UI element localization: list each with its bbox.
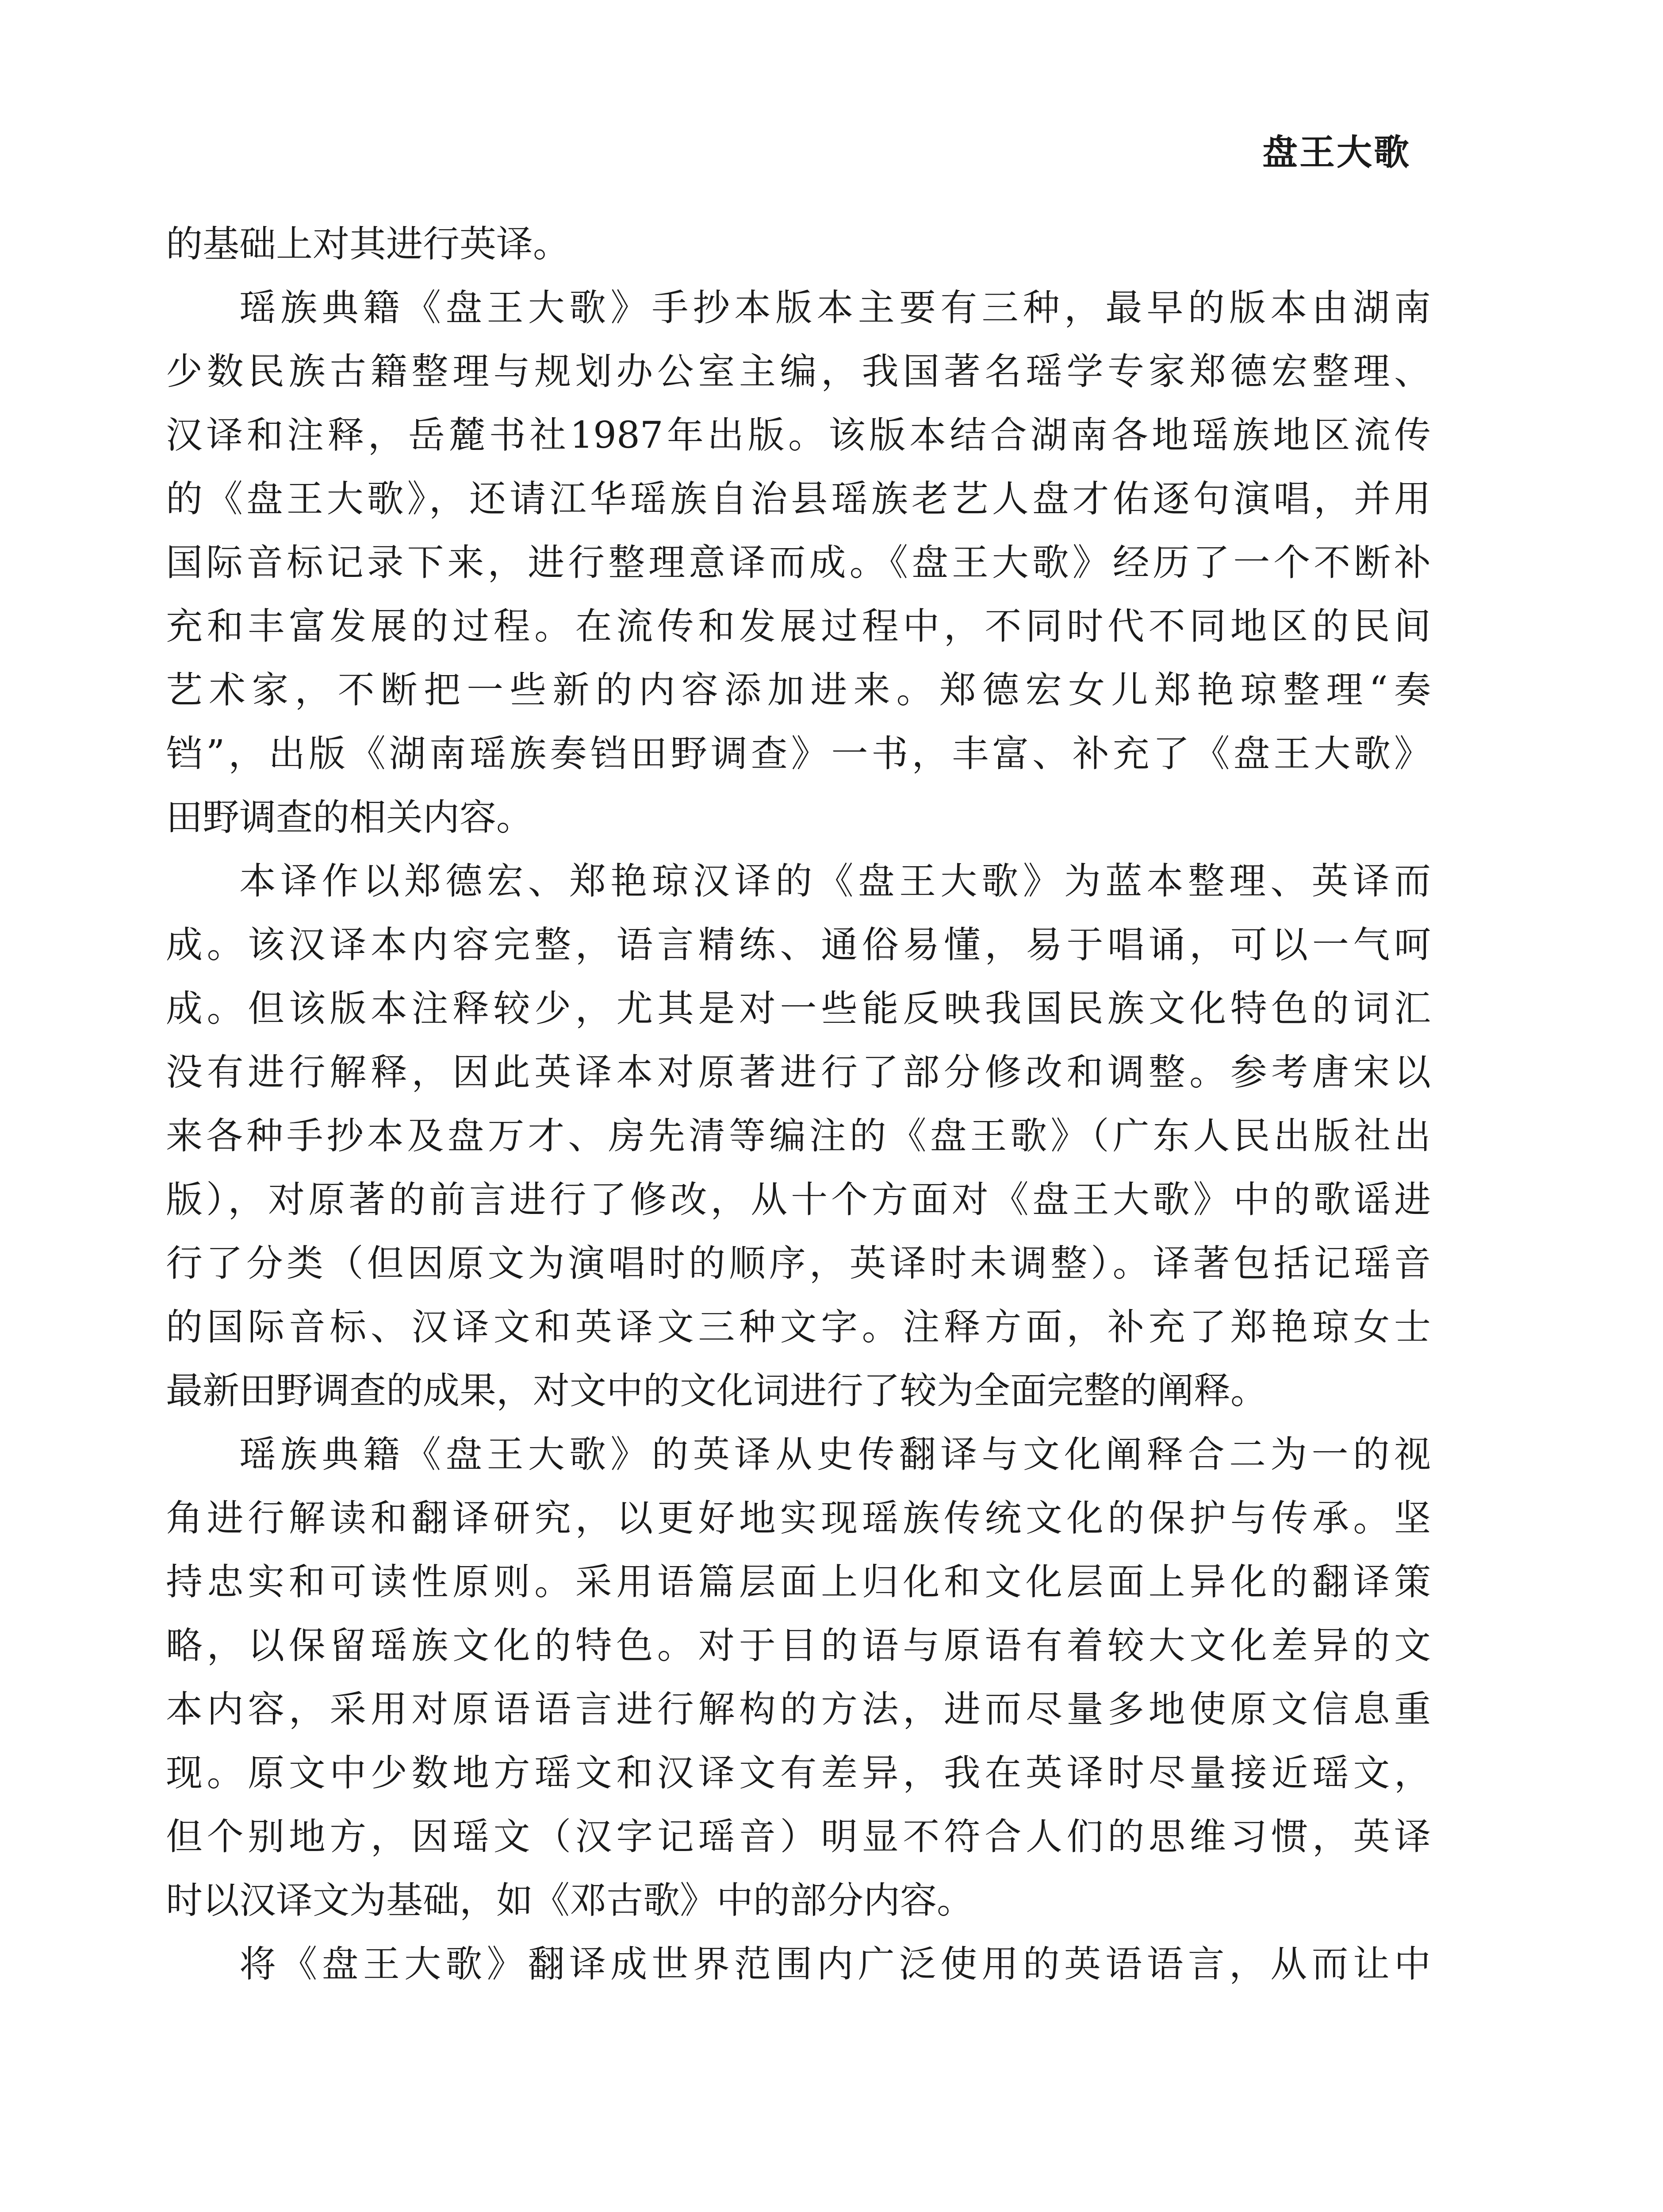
text-line: 瑶族典籍《盘王大歌》的英译从史传翻译与文化阐释合二为一的视 [239, 1433, 1431, 1476]
text-line: 瑶族典籍《盘王大歌》手抄本版本主要有三种，最早的版本由湖南 [239, 286, 1431, 329]
text-line: 充和丰富发展的过程。在流传和发展过程中，不同时代不同地区的民间 [166, 605, 1431, 648]
text-line: 没有进行解释，因此英译本对原著进行了部分修改和调整。参考唐宋以 [166, 1051, 1431, 1094]
running-header-title: 盘王大歌 [1262, 132, 1411, 173]
text-line: 行了分类（但因原文为演唱时的顺序，英译时未调整）。译著包括记瑶音 [166, 1242, 1431, 1285]
text-line: 国际音标记录下来，进行整理意译而成。《盘王大歌》经历了一个不断补 [166, 541, 1431, 584]
text-line: 成。该汉译本内容完整，语言精练、通俗易懂，易于唱诵，可以一气呵 [166, 923, 1431, 966]
text-line: 持忠实和可读性原则。采用语篇层面上归化和文化层面上异化的翻译策 [166, 1560, 1431, 1603]
text-line: 本内容，采用对原语语言进行解构的方法，进而尽量多地使原文信息重 [166, 1688, 1431, 1731]
text-line: 铛”，出版《湖南瑶族奏铛田野调查》一书，丰富、补充了《盘王大歌》 [166, 732, 1431, 775]
text-line: 但个别地方，因瑶文（汉字记瑶音）明显不符合人们的思维习惯，英译 [166, 1815, 1431, 1858]
text-line: 成。但该版本注释较少，尤其是对一些能反映我国民族文化特色的词汇 [166, 987, 1431, 1030]
text-line: 最新田野调查的成果，对文中的文化词进行了较为全面完整的阐释。 [166, 1369, 1267, 1412]
text-line: 本译作以郑德宏、郑艳琼汉译的《盘王大歌》为蓝本整理、英译而 [239, 860, 1431, 902]
text-line: 的国际音标、汉译文和英译文三种文字。注释方面，补充了郑艳琼女士 [166, 1306, 1431, 1348]
text-line: 将《盘王大歌》翻译成世界范围内广泛使用的英语语言，从而让中 [239, 1943, 1431, 1985]
text-line: 略，以保留瑶族文化的特色。对于目的语与原语有着较大文化差异的文 [166, 1624, 1431, 1667]
text-line: 版），对原著的前言进行了修改，从十个方面对《盘王大歌》中的歌谣进 [166, 1178, 1431, 1221]
text-line: 角进行解读和翻译研究，以更好地实现瑶族传统文化的保护与传承。坚 [166, 1497, 1431, 1540]
text-line: 田野调查的相关内容。 [166, 796, 533, 839]
text-line: 现。原文中少数地方瑶文和汉译文有差异，我在英译时尽量接近瑶文， [166, 1751, 1431, 1794]
body-text [166, 212, 1431, 1996]
text-line: 来各种手抄本及盘万才、房先清等编注的《盘王歌》（广东人民出版社出 [166, 1114, 1431, 1157]
text-line: 时以汉译文为基础，如《邓古歌》中的部分内容。 [166, 1879, 973, 1922]
text-line: 少数民族古籍整理与规划办公室主编，我国著名瑶学专家郑德宏整理、 [166, 350, 1431, 393]
text-line: 艺术家，不断把一些新的内容添加进来。郑德宏女儿郑艳琼整理“奏 [166, 668, 1431, 711]
text-line: 的基础上对其进行英译。 [166, 223, 570, 265]
text-line: 汉译和注释，岳麓书社1987年出版。该版本结合湖南各地瑶族地区流传 [166, 414, 1431, 457]
text-line: 的《盘王大歌》，还请江华瑶族自治县瑶族老艺人盘才佑逐句演唱，并用 [166, 477, 1431, 520]
